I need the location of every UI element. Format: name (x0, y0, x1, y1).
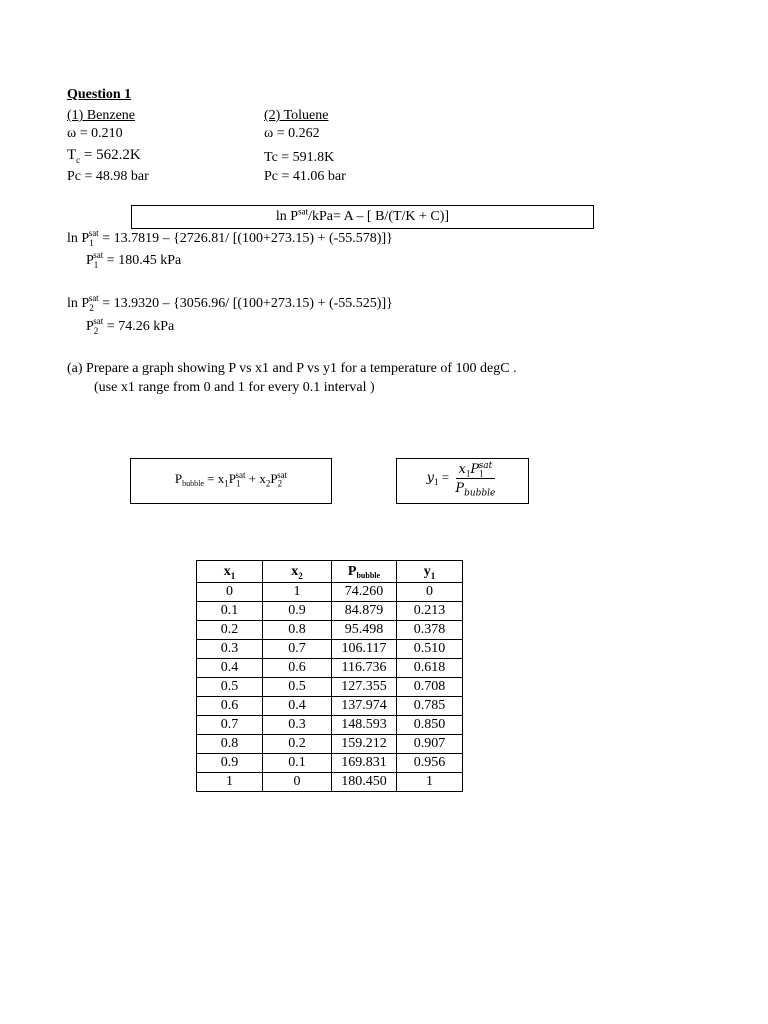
toluene-pc: Pc = 41.06 bar (264, 169, 346, 184)
table-cell: 0.7 (197, 716, 263, 735)
table-cell: 1 (397, 773, 463, 792)
table-cell: 0.6 (263, 659, 332, 678)
table-cell: 0.5 (197, 678, 263, 697)
benzene-tc: $T_c = 562.2K$ (67, 147, 141, 165)
table-cell: 0.510 (397, 640, 463, 659)
table-row (197, 583, 463, 602)
table-cell: 0.850 (397, 716, 463, 735)
header-x2: $x_2$ (263, 561, 332, 583)
table-cell: 0.9 (197, 754, 263, 773)
table-cell: 0.785 (397, 697, 463, 716)
table-cell: 95.498 (332, 621, 397, 640)
table-cell: 0.5 (263, 678, 332, 697)
table-cell: 1 (263, 583, 332, 602)
table-cell: 0.3 (197, 640, 263, 659)
table-row (197, 678, 463, 697)
table-cell: 0.4 (263, 697, 332, 716)
benzene-omega: ω = 0.210 (67, 126, 123, 141)
table-cell: 159.212 (332, 735, 397, 754)
table-cell: 0.6 (197, 697, 263, 716)
table-cell: 0.956 (397, 754, 463, 773)
ln-p1-equation: $\ln P_1^{sat} = 13.7819 - \{2726.81/$ [(100+273.15) + (-55.578)]} (67, 228, 393, 248)
part-a-instruction: (a) Prepare a graph showing P vs x1 and P vs y1 for a temperature of 100 degC . (67, 361, 517, 376)
question-title: Question 1 (67, 87, 132, 102)
header-p-bubble: $P_{bubble}$ (332, 561, 397, 583)
table-cell: 0 (263, 773, 332, 792)
table-row (197, 659, 463, 678)
table-cell: 0.1 (263, 754, 332, 773)
table-cell: 0.378 (397, 621, 463, 640)
vle-data-table (196, 560, 463, 792)
table-row (197, 773, 463, 792)
p2-result: $P_2^{sat} = 74.26$ kPa (86, 316, 175, 336)
part-a-note: (use x1 range from 0 and 1 for every 0.1 interval ) (94, 380, 375, 395)
toluene-omega: ω = 0.262 (264, 126, 320, 141)
table-cell: 84.879 (332, 602, 397, 621)
table-cell: 137.974 (332, 697, 397, 716)
table-row (197, 621, 463, 640)
toluene-label: (2) Toluene (264, 108, 329, 123)
bubble-pressure-formula-box (130, 458, 332, 504)
table-cell: 0 (397, 583, 463, 602)
table-cell: 148.593 (332, 716, 397, 735)
toluene-tc: Tc = 591.8K (264, 150, 335, 165)
antoine-equation: $\ln P^{sat}/kPa= A$ – [ B/(T/K + C)] (275, 206, 450, 224)
table-row (197, 697, 463, 716)
table-cell: 0.708 (397, 678, 463, 697)
table-row (197, 754, 463, 773)
table-cell: 106.117 (332, 640, 397, 659)
y1-formula-box (396, 458, 529, 504)
table-cell: 0.618 (397, 659, 463, 678)
table-row (197, 602, 463, 621)
table-cell: 0.4 (197, 659, 263, 678)
bubble-pressure-formula: $P_{bubble} = x_1P_1^{sat} + x_2P_2^{sat}$ (174, 469, 288, 489)
table-cell: 0.1 (197, 602, 263, 621)
table-cell: 0.3 (263, 716, 332, 735)
table-cell: 127.355 (332, 678, 397, 697)
table-cell: 0.2 (263, 735, 332, 754)
table-cell: 0.213 (397, 602, 463, 621)
table-cell: 0 (197, 583, 263, 602)
benzene-label: (1) Benzene (67, 108, 136, 123)
table-cell: 0.9 (263, 602, 332, 621)
table-cell: 0.907 (397, 735, 463, 754)
table-cell: 180.450 (332, 773, 397, 792)
ln-p2-equation: $\ln P_2^{sat} = 13.9320 - \{3056.96/$ [(100+273.15) + (-55.525)]} (67, 293, 393, 313)
header-y1: $y_1$ (397, 561, 463, 583)
table-cell: 0.8 (263, 621, 332, 640)
table-cell: 0.7 (263, 640, 332, 659)
table-cell: 0.8 (197, 735, 263, 754)
table-cell: 1 (197, 773, 263, 792)
table-cell: 0.2 (197, 621, 263, 640)
table-row (197, 735, 463, 754)
header-x1: $x_1$ (197, 561, 263, 583)
table-row (197, 640, 463, 659)
table-header-row (197, 561, 463, 583)
p1-result: $P_1^{sat} = 180.45$ kPa (86, 250, 182, 270)
antoine-equation-box (131, 205, 594, 229)
table-cell: 116.736 (332, 659, 397, 678)
table-cell: 169.831 (332, 754, 397, 773)
table-cell: 74.260 (332, 583, 397, 602)
y1-formula: $y_1$ = $\frac{x_1P_1^{sat}}{P_{bubble}}$ (426, 460, 496, 499)
table-row (197, 716, 463, 735)
benzene-pc: Pc = 48.98 bar (67, 169, 149, 184)
